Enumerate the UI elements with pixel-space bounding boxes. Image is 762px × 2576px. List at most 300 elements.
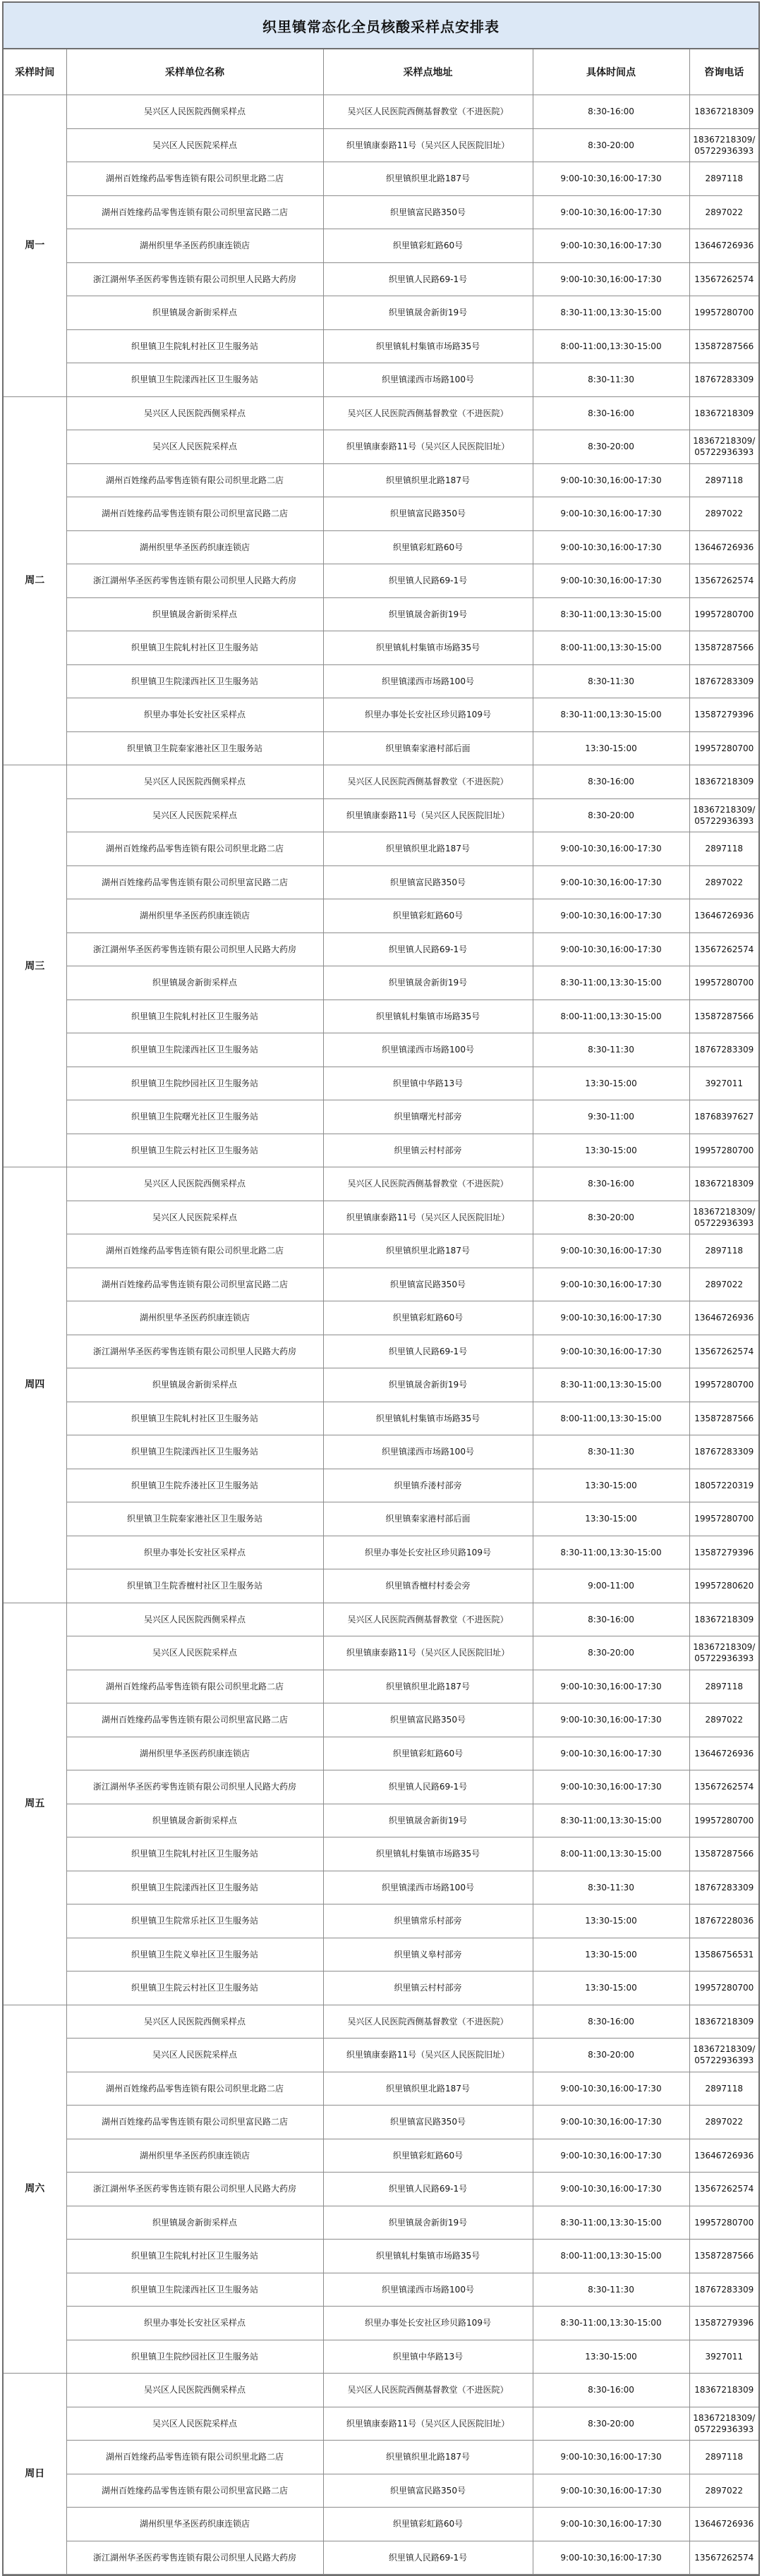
phone-cell: 13587287566: [689, 2240, 758, 2273]
unit-name-cell: 织里镇卫生院漾西社区卫生服务站: [66, 363, 323, 397]
table-row: [4, 2441, 758, 2474]
unit-name-cell: 织里镇卫生院轧村社区卫生服务站: [66, 329, 323, 363]
phone-cell: 2897022: [689, 2106, 758, 2139]
unit-name-cell: 织里镇卫生院纱园社区卫生服务站: [66, 1067, 323, 1100]
table-row: [4, 329, 758, 363]
schedule-sheet: [2, 1, 760, 2576]
address-cell: 织里镇织里北路187号: [323, 2441, 533, 2474]
table-row: [4, 1000, 758, 1033]
address-cell: 织里镇常乐村部旁: [323, 1904, 533, 1938]
table-row: [4, 1234, 758, 1268]
time-slot-cell: 13:30-15:00: [533, 1502, 689, 1536]
address-cell: 织里镇康泰路11号（吴兴区人民医院旧址）: [323, 1201, 533, 1234]
phone-cell: 18367218309: [689, 95, 758, 129]
day-label: 周二: [4, 396, 66, 765]
time-slot-cell: 9:00-10:30,16:00-17:30: [533, 530, 689, 564]
table-row: [4, 1469, 758, 1502]
unit-name-cell: 吴兴区人民医院采样点: [66, 2039, 323, 2072]
time-slot-cell: 9:00-10:30,16:00-17:30: [533, 2541, 689, 2575]
address-cell: 织里镇秦家港村部后面: [323, 1502, 533, 1536]
table-row: [4, 1972, 758, 2005]
table-row: [4, 2106, 758, 2139]
address-cell: 织里镇织里北路187号: [323, 463, 533, 497]
time-slot-cell: 8:30-11:30: [533, 1033, 689, 1067]
phone-cell: 18367218309/ 05722936393: [689, 2039, 758, 2072]
time-slot-cell: 9:30-11:00: [533, 1100, 689, 1134]
address-cell: 织里镇彩虹路60号: [323, 1737, 533, 1770]
address-cell: 织里镇织里北路187号: [323, 1670, 533, 1703]
time-slot-cell: 9:00-10:30,16:00-17:30: [533, 2072, 689, 2106]
phone-cell: 13646726936: [689, 229, 758, 263]
phone-cell: 3927011: [689, 2340, 758, 2374]
phone-cell: 2897022: [689, 2474, 758, 2508]
phone-cell: 19957280700: [689, 597, 758, 631]
time-slot-cell: 9:00-10:30,16:00-17:30: [533, 229, 689, 263]
unit-name-cell: 吴兴区人民医院西侧采样点: [66, 2374, 323, 2407]
table-row: [4, 1603, 758, 1636]
phone-cell: 13567262574: [689, 932, 758, 966]
table-row: [4, 731, 758, 765]
unit-name-cell: 浙江湖州华圣医药零售连锁有限公司织里人民路大药房: [66, 1770, 323, 1804]
address-cell: 织里镇织里北路187号: [323, 162, 533, 196]
table-row: [4, 396, 758, 430]
address-cell: 织里镇富民路350号: [323, 2474, 533, 2508]
address-cell: 织里镇富民路350号: [323, 865, 533, 899]
unit-name-cell: 吴兴区人民医院采样点: [66, 2407, 323, 2441]
address-cell: 织里镇人民路69-1号: [323, 564, 533, 598]
table-row: [4, 296, 758, 330]
table-row: [4, 2340, 758, 2374]
unit-name-cell: 织里镇卫生院曙光社区卫生服务站: [66, 1100, 323, 1134]
table-row: [4, 363, 758, 397]
address-cell: 织里镇人民路69-1号: [323, 932, 533, 966]
unit-name-cell: 吴兴区人民医院采样点: [66, 798, 323, 832]
unit-name-cell: 湖州百姓缘药品零售连锁有限公司织里富民路二店: [66, 2106, 323, 2139]
phone-cell: 13567262574: [689, 2541, 758, 2575]
time-slot-cell: 9:00-10:30,16:00-17:30: [533, 899, 689, 933]
unit-name-cell: 湖州百姓缘药品零售连锁有限公司织里富民路二店: [66, 2474, 323, 2508]
address-cell: 织里镇漾西市场路100号: [323, 2273, 533, 2307]
unit-name-cell: 湖州织里华圣医药织康连锁店: [66, 2139, 323, 2173]
time-slot-cell: 9:00-10:30,16:00-17:30: [533, 162, 689, 196]
unit-name-cell: 吴兴区人民医院西侧采样点: [66, 95, 323, 129]
unit-name-cell: 织里办事处长安社区采样点: [66, 698, 323, 732]
time-slot-cell: 8:00-11:00,13:30-15:00: [533, 1837, 689, 1871]
unit-name-cell: 湖州百姓缘药品零售连锁有限公司织里富民路二店: [66, 865, 323, 899]
table-row: [4, 597, 758, 631]
unit-name-cell: 湖州百姓缘药品零售连锁有限公司织里北路二店: [66, 2072, 323, 2106]
table-row: [4, 1502, 758, 1536]
day-label: 周四: [4, 1167, 66, 1603]
phone-cell: 18367218309: [689, 765, 758, 799]
time-slot-cell: 9:00-10:30,16:00-17:30: [533, 497, 689, 531]
unit-name-cell: 湖州百姓缘药品零售连锁有限公司织里北路二店: [66, 463, 323, 497]
table-row: [4, 1737, 758, 1770]
table-row: [4, 832, 758, 866]
address-cell: 织里镇轧村集镇市场路35号: [323, 631, 533, 665]
table-row: [4, 2407, 758, 2441]
time-slot-cell: 8:30-16:00: [533, 2374, 689, 2407]
table-row: [4, 1033, 758, 1067]
unit-name-cell: 织里办事处长安社区采样点: [66, 1536, 323, 1569]
unit-name-cell: 湖州织里华圣医药织康连锁店: [66, 530, 323, 564]
time-slot-cell: 9:00-10:30,16:00-17:30: [533, 2139, 689, 2173]
address-cell: 织里镇人民路69-1号: [323, 2541, 533, 2575]
table-row: [4, 865, 758, 899]
phone-cell: 18767228036: [689, 1904, 758, 1938]
phone-cell: 13586756531: [689, 1938, 758, 1972]
address-cell: 织里镇彩虹路60号: [323, 530, 533, 564]
time-slot-cell: 8:30-11:00,13:30-15:00: [533, 1804, 689, 1837]
unit-name-cell: 浙江湖州华圣医药零售连锁有限公司织里人民路大药房: [66, 564, 323, 598]
address-cell: 吴兴区人民医院西侧基督教堂（不进医院）: [323, 2005, 533, 2039]
table-row: [4, 2273, 758, 2307]
unit-name-cell: 织里镇卫生院漾西社区卫生服务站: [66, 2273, 323, 2307]
table-row: [4, 932, 758, 966]
phone-cell: 18367218309/ 05722936393: [689, 1201, 758, 1234]
table-row: [4, 564, 758, 598]
address-cell: 织里镇漾西市场路100号: [323, 363, 533, 397]
time-slot-cell: 8:30-11:30: [533, 1871, 689, 1904]
phone-cell: 18367218309/ 05722936393: [689, 128, 758, 162]
time-slot-cell: 8:30-16:00: [533, 765, 689, 799]
time-slot-cell: 9:00-10:30,16:00-17:30: [533, 2508, 689, 2541]
address-cell: 织里镇云村村部旁: [323, 1134, 533, 1167]
address-cell: 吴兴区人民医院西侧基督教堂（不进医院）: [323, 765, 533, 799]
table-row: [4, 1904, 758, 1938]
address-cell: 织里镇富民路350号: [323, 2106, 533, 2139]
address-cell: 织里镇漾西市场路100号: [323, 1033, 533, 1067]
address-cell: 织里镇彩虹路60号: [323, 229, 533, 263]
time-slot-cell: 8:00-11:00,13:30-15:00: [533, 2240, 689, 2273]
unit-name-cell: 织里镇卫生院云村社区卫生服务站: [66, 1134, 323, 1167]
table-row: [4, 798, 758, 832]
address-cell: 织里镇富民路350号: [323, 195, 533, 229]
time-slot-cell: 8:30-20:00: [533, 2407, 689, 2441]
address-cell: 织里镇彩虹路60号: [323, 2508, 533, 2541]
day-label: 周一: [4, 95, 66, 397]
unit-name-cell: 吴兴区人民医院西侧采样点: [66, 2005, 323, 2039]
table-row: [4, 430, 758, 464]
time-slot-cell: 9:00-10:30,16:00-17:30: [533, 1234, 689, 1268]
address-cell: 织里镇富民路350号: [323, 1703, 533, 1737]
phone-cell: 2897118: [689, 162, 758, 196]
address-cell: 织里镇康泰路11号（吴兴区人民医院旧址）: [323, 128, 533, 162]
phone-cell: 2897118: [689, 832, 758, 866]
unit-name-cell: 吴兴区人民医院采样点: [66, 1636, 323, 1670]
phone-cell: 18767283309: [689, 1033, 758, 1067]
address-cell: 织里镇人民路69-1号: [323, 262, 533, 296]
table-row: [4, 262, 758, 296]
time-slot-cell: 9:00-10:30,16:00-17:30: [533, 865, 689, 899]
unit-name-cell: 织里镇卫生院漾西社区卫生服务站: [66, 1033, 323, 1067]
unit-name-cell: 吴兴区人民医院采样点: [66, 430, 323, 464]
day-label: 周六: [4, 2005, 66, 2374]
phone-cell: 18767283309: [689, 664, 758, 698]
phone-cell: 19957280620: [689, 1569, 758, 1603]
phone-cell: 2897022: [689, 865, 758, 899]
unit-name-cell: 织里镇卫生院漾西社区卫生服务站: [66, 1435, 323, 1469]
phone-cell: 13567262574: [689, 564, 758, 598]
unit-name-cell: 湖州百姓缘药品零售连锁有限公司织里富民路二店: [66, 195, 323, 229]
time-slot-cell: 8:30-11:00,13:30-15:00: [533, 2206, 689, 2240]
phone-cell: 2897022: [689, 1268, 758, 1301]
unit-name-cell: 湖州百姓缘药品零售连锁有限公司织里富民路二店: [66, 497, 323, 531]
time-slot-cell: 8:30-16:00: [533, 1167, 689, 1201]
time-slot-cell: 9:00-10:30,16:00-17:30: [533, 1268, 689, 1301]
unit-name-cell: 浙江湖州华圣医药零售连锁有限公司织里人民路大药房: [66, 932, 323, 966]
address-cell: 织里镇漾西市场路100号: [323, 1871, 533, 1904]
day-label: 周日: [4, 2374, 66, 2575]
time-slot-cell: 8:30-11:30: [533, 363, 689, 397]
phone-cell: 18367218309/ 05722936393: [689, 798, 758, 832]
time-slot-cell: 9:00-10:30,16:00-17:30: [533, 1770, 689, 1804]
time-slot-cell: 8:30-11:00,13:30-15:00: [533, 966, 689, 1000]
table-row: [4, 497, 758, 531]
time-slot-cell: 9:00-10:30,16:00-17:30: [533, 2474, 689, 2508]
table-row: [4, 1837, 758, 1871]
unit-name-cell: 湖州百姓缘药品零售连锁有限公司织里北路二店: [66, 1670, 323, 1703]
unit-name-cell: 织里镇卫生院义皋社区卫生服务站: [66, 1938, 323, 1972]
time-slot-cell: 8:30-11:30: [533, 1435, 689, 1469]
time-slot-cell: 8:30-20:00: [533, 128, 689, 162]
address-cell: 织里镇人民路69-1号: [323, 1335, 533, 1368]
unit-name-cell: 湖州织里华圣医药织康连锁店: [66, 1737, 323, 1770]
unit-name-cell: 吴兴区人民医院西侧采样点: [66, 1603, 323, 1636]
address-cell: 吴兴区人民医院西侧基督教堂（不进医院）: [323, 1603, 533, 1636]
phone-cell: 19957280700: [689, 1368, 758, 1402]
time-slot-cell: 8:30-16:00: [533, 396, 689, 430]
address-cell: 织里镇漾西市场路100号: [323, 664, 533, 698]
table-row: [4, 95, 758, 129]
address-cell: 织里镇富民路350号: [323, 497, 533, 531]
table-row: [4, 2206, 758, 2240]
phone-cell: 13587287566: [689, 1837, 758, 1871]
time-slot-cell: 13:30-15:00: [533, 1972, 689, 2005]
phone-cell: 18367218309/ 05722936393: [689, 2407, 758, 2441]
unit-name-cell: 织里镇晟舍新街采样点: [66, 296, 323, 330]
unit-name-cell: 吴兴区人民医院西侧采样点: [66, 1167, 323, 1201]
address-cell: 织里镇晟舍新街19号: [323, 2206, 533, 2240]
time-slot-cell: 8:00-11:00,13:30-15:00: [533, 1402, 689, 1435]
unit-name-cell: 湖州百姓缘药品零售连锁有限公司织里北路二店: [66, 1234, 323, 1268]
time-slot-cell: 13:30-15:00: [533, 1938, 689, 1972]
phone-cell: 19957280700: [689, 966, 758, 1000]
time-slot-cell: 9:00-10:30,16:00-17:30: [533, 2106, 689, 2139]
unit-name-cell: 织里镇卫生院轧村社区卫生服务站: [66, 1837, 323, 1871]
phone-cell: 18367218309: [689, 2005, 758, 2039]
table-row: [4, 195, 758, 229]
phone-cell: 3927011: [689, 1067, 758, 1100]
address-cell: 织里镇秦家港村部后面: [323, 731, 533, 765]
address-cell: 吴兴区人民医院西侧基督教堂（不进医院）: [323, 95, 533, 129]
unit-name-cell: 吴兴区人民医院西侧采样点: [66, 765, 323, 799]
day-label: 周三: [4, 765, 66, 1167]
phone-cell: 13646726936: [689, 899, 758, 933]
phone-cell: 19957280700: [689, 1804, 758, 1837]
schedule-body: [4, 95, 758, 2575]
unit-name-cell: 湖州织里华圣医药织康连锁店: [66, 1301, 323, 1335]
table-row: [4, 1703, 758, 1737]
time-slot-cell: 13:30-15:00: [533, 1904, 689, 1938]
phone-cell: 2897022: [689, 1703, 758, 1737]
time-slot-cell: 9:00-10:30,16:00-17:30: [533, 2441, 689, 2474]
phone-cell: 18768397627: [689, 1100, 758, 1134]
table-row: [4, 1536, 758, 1569]
table-row: [4, 698, 758, 732]
time-slot-cell: 9:00-10:30,16:00-17:30: [533, 1670, 689, 1703]
address-cell: 织里镇云村村部旁: [323, 1972, 533, 2005]
phone-cell: 13646726936: [689, 2508, 758, 2541]
table-row: [4, 1636, 758, 1670]
unit-name-cell: 织里镇卫生院轧村社区卫生服务站: [66, 1402, 323, 1435]
phone-cell: 13587279396: [689, 2307, 758, 2340]
phone-cell: 18767283309: [689, 1871, 758, 1904]
phone-cell: 13567262574: [689, 2173, 758, 2206]
table-row: [4, 2474, 758, 2508]
phone-cell: 2897118: [689, 1234, 758, 1268]
address-cell: 织里镇康泰路11号（吴兴区人民医院旧址）: [323, 430, 533, 464]
address-cell: 织里镇漾西市场路100号: [323, 1435, 533, 1469]
phone-cell: 19957280700: [689, 1972, 758, 2005]
table-row: [4, 1134, 758, 1167]
phone-cell: 18367218309: [689, 2374, 758, 2407]
unit-name-cell: 织里镇卫生院轧村社区卫生服务站: [66, 2240, 323, 2273]
time-slot-cell: 9:00-10:30,16:00-17:30: [533, 262, 689, 296]
time-slot-cell: 8:00-11:00,13:30-15:00: [533, 1000, 689, 1033]
unit-name-cell: 浙江湖州华圣医药零售连锁有限公司织里人民路大药房: [66, 262, 323, 296]
unit-name-cell: 织里镇卫生院漾西社区卫生服务站: [66, 1871, 323, 1904]
table-row: [4, 1368, 758, 1402]
phone-cell: 13646726936: [689, 1737, 758, 1770]
day-label: 周五: [4, 1603, 66, 2005]
time-slot-cell: 8:30-20:00: [533, 430, 689, 464]
time-slot-cell: 9:00-10:30,16:00-17:30: [533, 2173, 689, 2206]
unit-name-cell: 湖州百姓缘药品零售连锁有限公司织里北路二店: [66, 832, 323, 866]
table-row: [4, 128, 758, 162]
address-cell: 织里镇晟舍新街19号: [323, 597, 533, 631]
table-row: [4, 1201, 758, 1234]
unit-name-cell: 湖州百姓缘药品零售连锁有限公司织里富民路二店: [66, 1268, 323, 1301]
address-cell: 织里镇织里北路187号: [323, 1234, 533, 1268]
time-slot-cell: 8:30-11:00,13:30-15:00: [533, 1368, 689, 1402]
unit-name-cell: 浙江湖州华圣医药零售连锁有限公司织里人民路大药房: [66, 1335, 323, 1368]
time-slot-cell: 8:30-20:00: [533, 1636, 689, 1670]
time-slot-cell: 8:30-11:30: [533, 2273, 689, 2307]
address-cell: 织里镇中华路13号: [323, 2340, 533, 2374]
address-cell: 织里镇中华路13号: [323, 1067, 533, 1100]
unit-name-cell: 织里镇晟舍新街采样点: [66, 2206, 323, 2240]
phone-cell: 18367218309/ 05722936393: [689, 430, 758, 464]
table-row: [4, 664, 758, 698]
table-row: [4, 1301, 758, 1335]
address-cell: 织里镇香檀村村委会旁: [323, 1569, 533, 1603]
address-cell: 织里镇乔溇村部旁: [323, 1469, 533, 1502]
phone-cell: 2897022: [689, 497, 758, 531]
header-time-slot: 具体时间点: [533, 49, 689, 95]
unit-name-cell: 织里镇卫生院秦家港社区卫生服务站: [66, 1502, 323, 1536]
phone-cell: 13567262574: [689, 1335, 758, 1368]
table-row: [4, 2541, 758, 2575]
phone-cell: 13587287566: [689, 1402, 758, 1435]
table-row: [4, 2005, 758, 2039]
time-slot-cell: 8:30-11:00,13:30-15:00: [533, 698, 689, 732]
time-slot-cell: 9:00-10:30,16:00-17:30: [533, 195, 689, 229]
phone-cell: 13587287566: [689, 631, 758, 665]
header-unit-name: 采样单位名称: [66, 49, 323, 95]
time-slot-cell: 8:30-20:00: [533, 798, 689, 832]
time-slot-cell: 8:30-16:00: [533, 2005, 689, 2039]
phone-cell: 18367218309/ 05722936393: [689, 1636, 758, 1670]
phone-cell: 2897118: [689, 2441, 758, 2474]
address-cell: 织里镇康泰路11号（吴兴区人民医院旧址）: [323, 1636, 533, 1670]
phone-cell: 19957280700: [689, 2206, 758, 2240]
table-row: [4, 1100, 758, 1134]
phone-cell: 13587279396: [689, 698, 758, 732]
unit-name-cell: 织里镇卫生院纱园社区卫生服务站: [66, 2340, 323, 2374]
unit-name-cell: 织里镇晟舍新街采样点: [66, 1804, 323, 1837]
unit-name-cell: 织里镇卫生院香檀村社区卫生服务站: [66, 1569, 323, 1603]
time-slot-cell: 13:30-15:00: [533, 1469, 689, 1502]
phone-cell: 2897118: [689, 2072, 758, 2106]
time-slot-cell: 8:30-11:00,13:30-15:00: [533, 2307, 689, 2340]
unit-name-cell: 织里镇卫生院秦家港社区卫生服务站: [66, 731, 323, 765]
unit-name-cell: 织里镇卫生院漾西社区卫生服务站: [66, 664, 323, 698]
table-row: [4, 966, 758, 1000]
phone-cell: 13587287566: [689, 1000, 758, 1033]
table-row: [4, 1335, 758, 1368]
phone-cell: 2897022: [689, 195, 758, 229]
time-slot-cell: 8:00-11:00,13:30-15:00: [533, 631, 689, 665]
address-cell: 织里镇轧村集镇市场路35号: [323, 329, 533, 363]
time-slot-cell: 9:00-10:30,16:00-17:30: [533, 1703, 689, 1737]
table-row: [4, 2139, 758, 2173]
table-row: [4, 631, 758, 665]
unit-name-cell: 织里镇卫生院轧村社区卫生服务站: [66, 1000, 323, 1033]
phone-cell: 19957280700: [689, 296, 758, 330]
table-row: [4, 2072, 758, 2106]
table-row: [4, 1268, 758, 1301]
table-row: [4, 229, 758, 263]
address-cell: 织里镇曙光村部旁: [323, 1100, 533, 1134]
table-row: [4, 1804, 758, 1837]
phone-cell: 18367218309: [689, 1167, 758, 1201]
address-cell: 织里镇晟舍新街19号: [323, 1804, 533, 1837]
address-cell: 织里镇彩虹路60号: [323, 1301, 533, 1335]
unit-name-cell: 织里镇晟舍新街采样点: [66, 966, 323, 1000]
unit-name-cell: 湖州织里华圣医药织康连锁店: [66, 2508, 323, 2541]
address-cell: 织里镇康泰路11号（吴兴区人民医院旧址）: [323, 798, 533, 832]
table-row: [4, 1938, 758, 1972]
address-cell: 织里办事处长安社区珍贝路109号: [323, 698, 533, 732]
unit-name-cell: 浙江湖州华圣医药零售连锁有限公司织里人民路大药房: [66, 2173, 323, 2206]
phone-cell: 2897118: [689, 1670, 758, 1703]
unit-name-cell: 湖州百姓缘药品零售连锁有限公司织里北路二店: [66, 162, 323, 196]
header-row: [4, 49, 758, 95]
time-slot-cell: 9:00-10:30,16:00-17:30: [533, 832, 689, 866]
table-row: [4, 162, 758, 196]
phone-cell: 13646726936: [689, 2139, 758, 2173]
table-row: [4, 1402, 758, 1435]
table-row: [4, 765, 758, 799]
unit-name-cell: 浙江湖州华圣医药零售连锁有限公司织里人民路大药房: [66, 2541, 323, 2575]
phone-cell: 18767283309: [689, 1435, 758, 1469]
unit-name-cell: 织里镇晟舍新街采样点: [66, 597, 323, 631]
time-slot-cell: 8:30-11:00,13:30-15:00: [533, 296, 689, 330]
unit-name-cell: 织里镇卫生院乔溇社区卫生服务站: [66, 1469, 323, 1502]
time-slot-cell: 9:00-10:30,16:00-17:30: [533, 1737, 689, 1770]
time-slot-cell: 13:30-15:00: [533, 1067, 689, 1100]
